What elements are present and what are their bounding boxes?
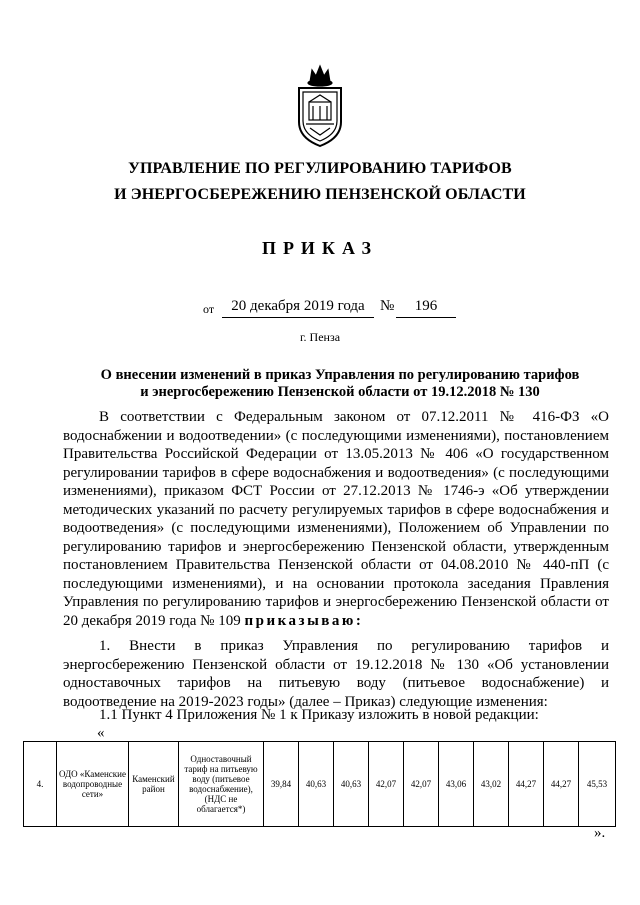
order-date: 20 декабря 2019 года [222,298,374,318]
order-number: 196 [396,298,456,318]
quote-close: ». [594,825,606,841]
tariff-table [23,741,616,827]
table-row [24,742,616,827]
tariff-value-cell: 44,27 [509,742,544,827]
date-prefix: от [203,302,215,316]
tariff-value-cell: 44,27 [544,742,579,827]
tariff-value-cell: 45,53 [579,742,616,827]
quote-open: « [97,725,105,741]
clause-1-1-paragraph: 1.1 Пункт 4 Приложения № 1 к Приказу изложить в новой редакции: [99,707,539,723]
coat-of-arms-emblem [293,62,347,148]
order-city: г. Пенза [299,330,341,344]
tariff-type-cell: Одноставочный тариф на питьевую воду (питьевое водоснабжение), (НДС не облагается*) [179,742,264,827]
agency-name-line2: И ЭНЕРГОСБЕРЕЖЕНИЮ ПЕНЗЕНСКОЙ ОБЛАСТИ [114,186,526,203]
organization-cell: ОДО «Каменские водопроводные сети» [57,742,129,827]
order-subject [60,367,620,401]
agency-name-line1: УПРАВЛЕНИЕ ПО РЕГУЛИРОВАНИЮ ТАРИФОВ [128,160,512,177]
tariff-value-cell: 42,07 [369,742,404,827]
preamble-paragraph [63,408,609,630]
tariff-value-cell: 40,63 [334,742,369,827]
order-date-row [0,298,640,322]
order-directive: приказываю: [244,612,364,629]
preamble-text: В соответствии с Федеральным законом от 07.12.2011 № 416-ФЗ «О водоснабжении и водоотведении» (с последующими изменениями), постановлением Правительства Российской Федерации от 13.05.2013 № 406 «О государственном регулировании тарифов в сфере водоснабжения и водоотведения» (с последующими изменениями), приказом ФСТ России от 27.12.2013 № 1746-э «Об утверждении методических указаний по расчету регулируемых тарифов в сфере водоснабжения и водоотведения» (с последующими изменениями), Положением об Управлении по регулированию тарифов и энергосбережению Пензенской области, утвержденным постановлением Правительства Пензенской области от 04.08.2010 № 440-пП (с последующими изменениями), и на основании протокола заседания Правления Управления по регулированию тарифов и энергосбережению Пензенской области от 20 декабря 2019 года № 109 [63,409,609,629]
tariff-value-cell: 40,63 [299,742,334,827]
tariff-value-cell: 42,07 [404,742,439,827]
district-cell: Каменский район [129,742,179,827]
tariff-value-cell: 39,84 [264,742,299,827]
tariff-value-cell: 43,02 [474,742,509,827]
row-number-cell: 4. [24,742,57,827]
subject-line1: О внесении изменений в приказ Управления по регулированию тарифов [100,367,580,383]
clause-1-paragraph: 1. Внести в приказ Управления по регулированию тарифов и энергосбережению Пензенской области от 19.12.2018 № 130 «Об установлении одноставочных тарифов на питьевую воду (питьевое водоснабжение) и водоотведение на 2019-2023 годы» (далее – Приказ) следующие изменения: [63,638,609,710]
tariff-value-cell: 43,06 [439,742,474,827]
number-sign: № [380,298,395,314]
subject-line2: и энергосбережению Пензенской области от 19.12.2018 № 130 [140,384,540,400]
order-title: ПРИКАЗ [261,238,379,258]
